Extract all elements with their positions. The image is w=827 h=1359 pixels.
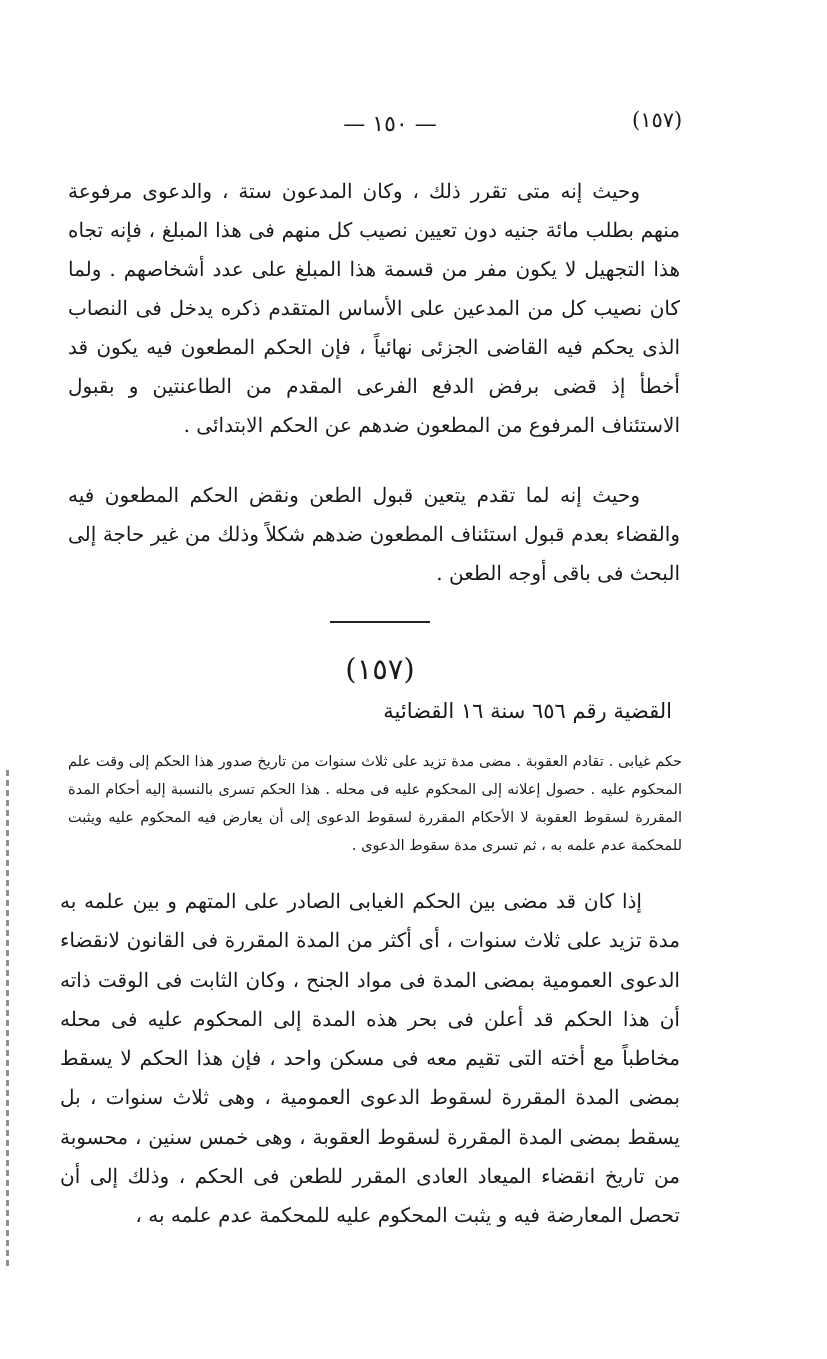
paragraph-text: وحيث إنه لما تقدم يتعين قبول الطعن ونقض الحكم المطعون فيه والقضاء بعدم قبول استئناف المطعون ضدهم شكلاً وذلك من غير حاجة إلى البحث فى باقى أوجه الطعن . — [68, 483, 680, 585]
running-case-number: (١٥٧) — [632, 108, 683, 132]
section-number: (١٥٧) — [345, 652, 415, 686]
ruling-paragraph: إذا كان قد مضى بين الحكم الغيابى الصادر على المتهم و بين علمه به مدة تزيد على ثلاث سنوات ، أى أكثر من المدة المقررة فى القانون لانقضاء الدعوى العمومية بمضى المدة فى مواد الجنح ، وكان الثابت فى الوقت ذاته أن هذا الحكم قد أعلن فى بحر هذه المدة إلى المحكوم عليه فى محله مخاطباً مع أخته التى تقيم معه فى مسكن واحد ، فإن هذا الحكم لا يسقط بمضى المدة المقررة لسقوط الدعوى العمومية ، وهى ثلاث سنوات ، بل يسقط بمضى المدة المقررة لسقوط العقوبة ، وهى خمس سنين ، محسوبة من تاريخ انقضاء الميعاد العادى المقرر للطعن فى الحكم ، وذلك إلى أن تحصل المعارضة فيه و يثبت المحكوم عليه للمحكمة عدم علمه به ، — [60, 889, 680, 1228]
page-number: — ١٥٠ — — [343, 112, 437, 137]
case-summary: حكم غيابى . تقادم العقوبة . مضى مدة تزيد على ثلاث سنوات من تاريخ صدور هذا الحكم إلى وقت علم المحكوم عليه . حصول إعلانه إلى المحكوم عليه فى محله . هذا الحكم تسرى بالنسبة إليه أحكام المدة المقررة لسقوط العقوبة لا الأحكام المقررة لسقوط الدعوى إلى أن يعارض فيه المحكوم عليه ويثبت للمحكمة عدم علمه به ، ثم تسرى مدة سقوط الدعوى . — [68, 754, 682, 854]
case-title: القضية رقم ٦٥٦ سنة ١٦ القضائية — [383, 699, 672, 723]
judgment-paragraph — [68, 172, 680, 445]
binding-edge-mark — [6, 770, 9, 1270]
paragraph-text: وحيث إنه متى تقرر ذلك ، وكان المدعون ستة ، والدعوى مرفوعة منهم بطلب مائة جنيه دون تعيين نصيب كل منهم فى هذا المبلغ ، فإنه تجاه هذا التجهيل لا يكون مفر من قسمة هذا المبلغ على عدد أشخاصهم . ولما كان نصيب كل من المدعين على الأساس المتقدم ذكره يدخل فى النصاب الذى يحكم فيه القاضى الجزئى نهائياً ، فإن الحكم المطعون فيه يكون قد أخطأ إذ قضى برفض الدفع الفرعى المقدم من الطاعنتين و بقبول الاستئناف المرفوع من المطعون ضدهم عن الحكم الابتدائى . — [68, 179, 680, 437]
judgment-paragraph — [68, 476, 680, 593]
section-divider — [330, 621, 430, 623]
